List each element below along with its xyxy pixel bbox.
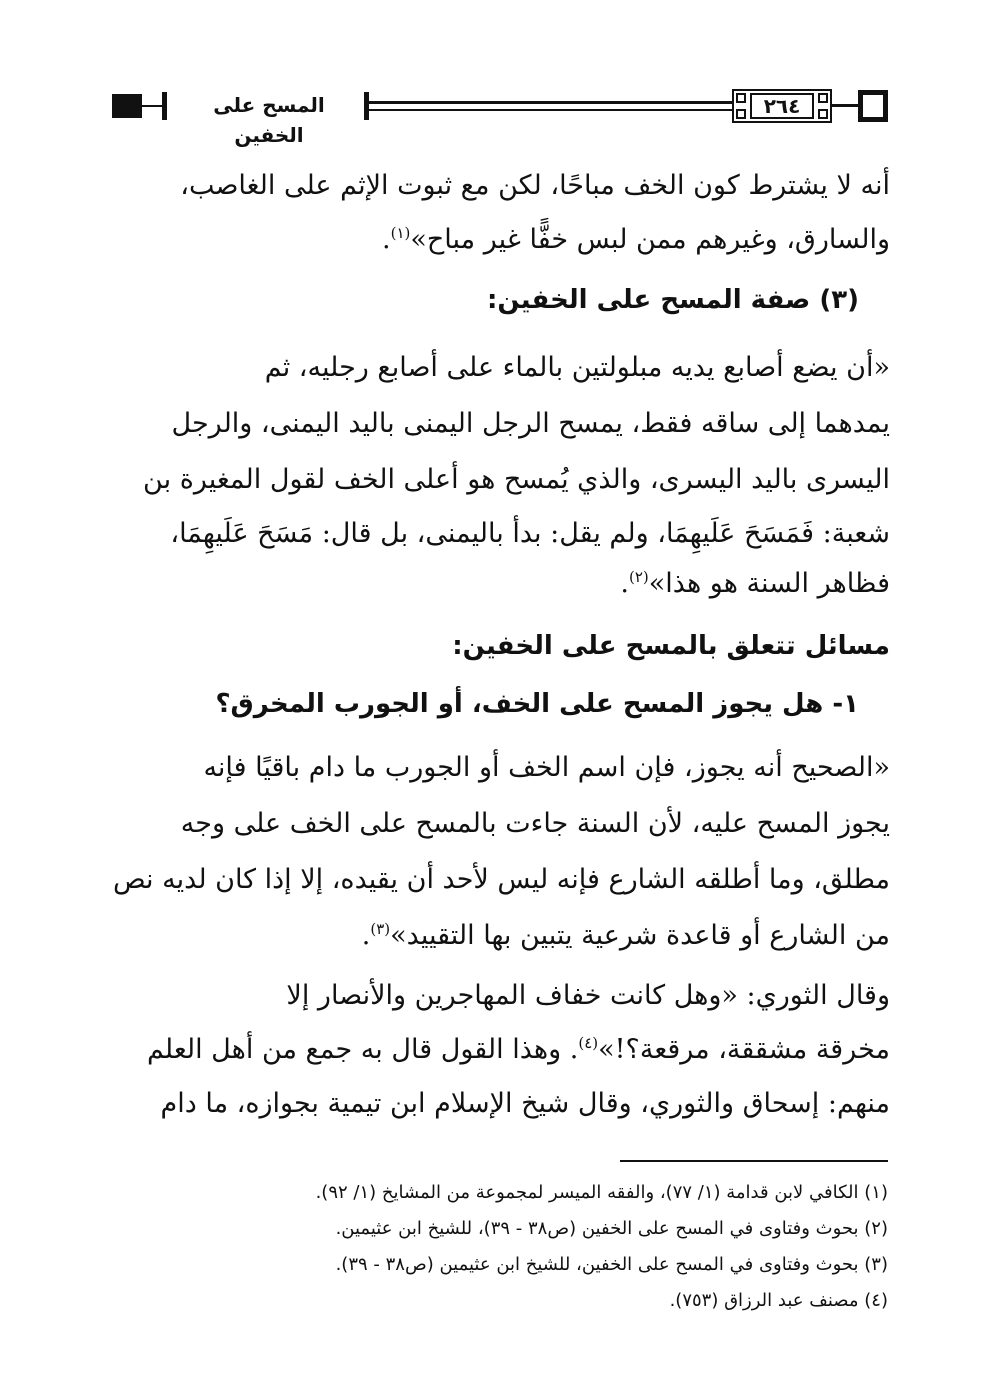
line-end: .: [620, 568, 629, 599]
frame-corner-ornament: [736, 109, 746, 119]
header-ornament-block: [112, 94, 142, 118]
footnote: (٣) بحوث وفتاوى في المسح على الخفين، للشيخ ابن عثيمين (ص٣٨ - ٣٩).: [335, 1254, 888, 1275]
body-line: يمدهما إلى ساقه فقط، يمسح الرجل اليمنى باليد اليمنى، والرجل: [171, 408, 890, 439]
line-text: . وهذا القول قال به جمع من أهل العلم: [146, 1034, 579, 1065]
page-number: ٢٦٤: [750, 93, 814, 119]
body-line: شعبة: فَمَسَحَ عَلَيهِمَا، ولم يقل: بدأ باليمنى، بل قال: مَسَحَ عَلَيهِمَا،: [170, 518, 890, 549]
header-ornament-bar: [364, 92, 369, 120]
body-line: «الصحيح أنه يجوز، فإن اسم الخف أو الجورب ما دام باقيًا فإنه: [203, 752, 890, 783]
footnote-separator: [620, 1160, 888, 1162]
line-text: والسارق، وغيرهم ممن لبس خفًّا غير مباح»: [410, 224, 890, 255]
body-line: [110, 560, 890, 608]
footnote-marker: (١): [390, 224, 411, 242]
header-rule: [142, 105, 162, 107]
body-line: [110, 216, 890, 264]
body-line: وقال الثوري: «وهل كانت خفاف المهاجرين والأنصار إلا: [286, 980, 890, 1011]
frame-corner-ornament: [818, 93, 828, 103]
footnote-marker: (٤): [578, 1034, 599, 1052]
line-text: من الشارع أو قاعدة شرعية يتبين بها التقييد»: [390, 920, 890, 951]
header-rule: [369, 101, 732, 104]
body-line: «أن يضع أصابع يديه مبلولتين بالماء على أصابع رجليه، ثم: [264, 352, 890, 383]
footnote-marker: (٢): [628, 568, 649, 586]
header-ornament-square: [858, 90, 888, 122]
frame-corner-ornament: [818, 109, 828, 119]
section-heading: (٣) صفة المسح على الخفين:: [487, 285, 859, 315]
frame-corner-ornament: [736, 93, 746, 103]
header-rule: [369, 109, 732, 111]
body-line: منهم: إسحاق والثوري، وقال شيخ الإسلام ابن تيمية بجوازه، ما دام: [160, 1088, 890, 1119]
footnote: (٢) بحوث وفتاوى في المسح على الخفين (ص٣٨ - ٣٩)، للشيخ ابن عثيمين.: [335, 1218, 888, 1239]
running-header: [112, 86, 888, 147]
body-line: [110, 1026, 890, 1074]
body-line: [110, 912, 890, 960]
page-number-frame: [732, 89, 832, 123]
line-text: مخرقة مشققة، مرقعة؟!»: [598, 1034, 890, 1065]
footnote: (٤) مصنف عبد الرزاق (٧٥٣).: [669, 1290, 888, 1311]
footnote: (١) الكافي لابن قدامة (١/ ٧٧)، والفقه الميسر لمجموعة من المشايخ (١/ ٩٢).: [315, 1182, 888, 1203]
body-line: أنه لا يشترط كون الخف مباحًا، لكن مع ثبوت الإثم على الغاصب،: [180, 170, 890, 201]
question-heading: ١- هل يجوز المسح على الخف، أو الجورب المخرق؟: [215, 689, 859, 719]
header-ornament-bar: [162, 92, 167, 120]
section-heading: مسائل تتعلق بالمسح على الخفين:: [452, 631, 890, 661]
body-line: اليسرى باليد اليسرى، والذي يُمسح هو أعلى الخف لقول المغيرة بن: [143, 464, 890, 495]
line-end: .: [381, 224, 391, 255]
body-line: يجوز المسح عليه، لأن السنة جاءت بالمسح على الخف على وجه: [180, 808, 890, 839]
line-end: .: [361, 920, 371, 951]
line-text: فظاهر السنة هو هذا»: [648, 568, 890, 599]
footnote-marker: (٣): [370, 920, 391, 938]
header-title: المسح على الخفين: [213, 93, 325, 147]
header-rule: [832, 104, 858, 107]
body-line: مطلق، وما أطلقه الشارع فإنه ليس لأحد أن يقيده، إلا إذا كان لديه نص: [112, 864, 890, 895]
